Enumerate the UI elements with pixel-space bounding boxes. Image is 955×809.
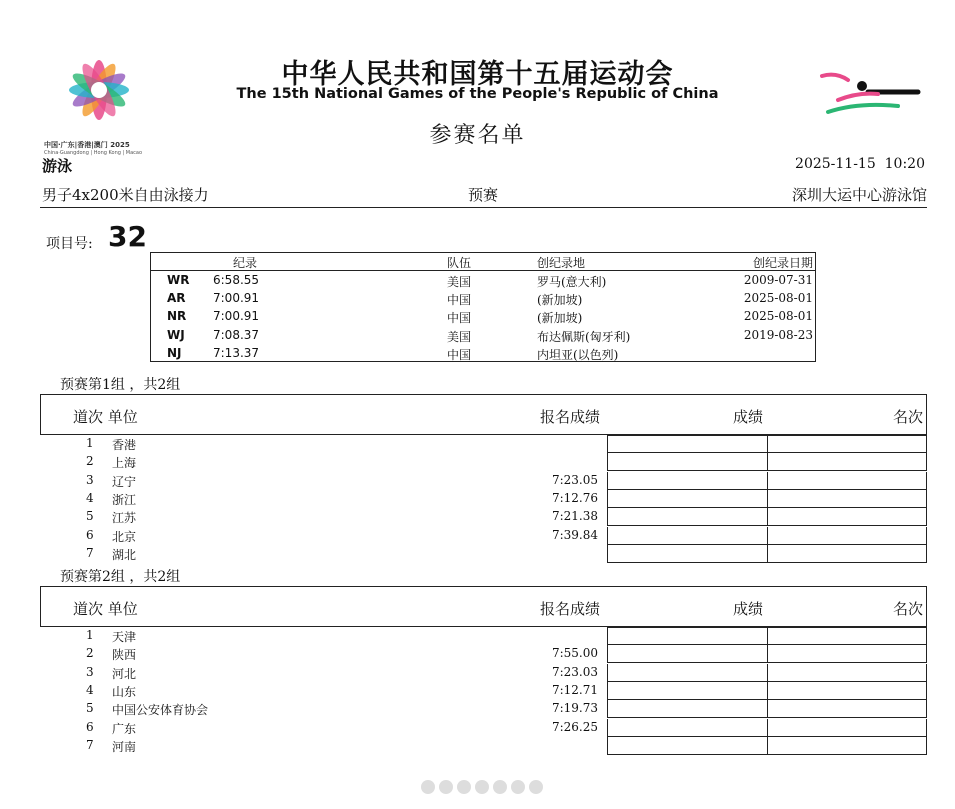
records-col-team: 队伍 (447, 256, 472, 270)
unit-name: 广东 (112, 721, 137, 736)
records-col-place: 创纪录地 (537, 256, 586, 270)
unit-name: 河北 (112, 666, 137, 681)
table-row (0, 664, 955, 682)
cell-divider (767, 436, 768, 452)
lane-number: 7 (86, 737, 94, 752)
record-code: WJ (167, 327, 185, 342)
event-number: 32 (108, 220, 147, 253)
lane-number: 1 (86, 628, 94, 642)
entry-time: 7:55.00 (551, 646, 598, 661)
record-team: 中国 (447, 347, 472, 362)
col-rank: 名次 (892, 408, 923, 426)
cell-divider (767, 628, 768, 644)
cell-divider (767, 472, 768, 489)
lane-number: 7 (86, 545, 94, 560)
col-rank: 名次 (892, 600, 923, 618)
result-rank-cells (607, 664, 927, 682)
record-row (151, 289, 815, 307)
unit-name: 香港 (112, 438, 137, 452)
cell-divider (767, 508, 768, 525)
entry-time: 7:23.03 (551, 664, 598, 679)
print-datetime: 2025-11-15 10:20 (795, 156, 925, 172)
logo-subtagline: China·Guangdong | Hong Kong | Macao (44, 150, 143, 156)
record-code: NR (167, 309, 187, 324)
result-rank-cells (607, 645, 927, 663)
record-date: 2025-08-01 (743, 291, 813, 306)
records-col-record: 纪录 (233, 256, 258, 270)
table-row (0, 682, 955, 700)
heat-label: 预赛第1组 ，共2组 (60, 377, 181, 393)
entry-time: 7:12.76 (551, 490, 598, 505)
result-rank-cells (607, 719, 927, 737)
lane-number: 2 (86, 646, 94, 661)
record-team: 美国 (447, 329, 472, 344)
col-entry-time: 报名成绩 (540, 600, 601, 618)
lane-number: 5 (86, 701, 94, 716)
col-result: 成绩 (733, 600, 764, 618)
heat-label: 预赛第2组 ，共2组 (60, 569, 181, 585)
record-team: 中国 (447, 311, 472, 326)
result-rank-cells (607, 682, 927, 700)
table-row (0, 627, 955, 645)
col-lane-unit: 道次 单位 (73, 600, 138, 618)
cell-divider (767, 490, 768, 507)
record-code: NJ (167, 345, 182, 360)
result-rank-cells (607, 527, 927, 545)
lane-number: 2 (86, 454, 94, 469)
record-code: WR (167, 273, 190, 287)
record-place: (新加坡) (537, 293, 583, 308)
unit-name: 河南 (112, 739, 137, 754)
cell-divider (767, 545, 768, 562)
record-row (151, 307, 815, 325)
table-row (0, 435, 955, 453)
table-row (0, 490, 955, 508)
table-row (0, 719, 955, 737)
table-row (0, 737, 955, 755)
entry-time: 7:19.73 (551, 701, 598, 716)
entry-time: 7:23.05 (551, 472, 598, 487)
record-team: 中国 (447, 293, 472, 308)
venue-name: 深圳大运中心游泳馆 (791, 186, 927, 204)
record-date: 2019-08-23 (743, 327, 813, 342)
records-col-date: 创纪录日期 (752, 256, 813, 270)
heat-column-header (40, 394, 927, 435)
sport-label: 游泳 (42, 157, 73, 175)
record-time: 7:00.91 (213, 309, 260, 324)
lane-number: 3 (86, 472, 94, 487)
lane-number: 6 (86, 527, 94, 542)
result-rank-cells (607, 435, 927, 453)
table-row (0, 700, 955, 718)
lane-number: 5 (86, 509, 94, 524)
col-result: 成绩 (733, 408, 764, 426)
record-row (151, 344, 815, 362)
cell-divider (767, 527, 768, 544)
games-title-en: The 15th National Games of the People's Republic of China (236, 86, 719, 102)
table-row (0, 645, 955, 663)
table-row (0, 453, 955, 471)
entry-time: 7:21.38 (551, 509, 598, 524)
result-rank-cells (607, 545, 927, 563)
cell-divider (767, 700, 768, 717)
lane-number: 4 (86, 682, 94, 697)
unit-name: 陕西 (112, 648, 137, 663)
logo-tagline: 中国·广东|香港|澳门 2025 (44, 141, 130, 149)
record-time: 7:08.37 (213, 327, 260, 342)
record-row (151, 271, 815, 289)
result-rank-cells (607, 700, 927, 718)
games-title-cn: 中华人民共和国第十五届运动会 (281, 59, 674, 90)
col-entry-time: 报名成绩 (540, 408, 601, 426)
records-header (151, 253, 815, 271)
cell-divider (767, 664, 768, 681)
event-name: 男子4x200米自由泳接力 (42, 186, 209, 204)
record-team: 美国 (447, 275, 472, 289)
result-rank-cells (607, 508, 927, 526)
document-title: 参赛名单 (429, 123, 526, 148)
col-lane-unit: 道次 单位 (73, 408, 138, 426)
cell-divider (767, 737, 768, 754)
lane-number: 3 (86, 664, 94, 679)
watermark-dots-icon (418, 776, 548, 798)
lane-number: 6 (86, 719, 94, 734)
table-row (0, 508, 955, 526)
record-place: 内坦亚(以色列) (537, 347, 619, 362)
result-rank-cells (607, 737, 927, 755)
record-date: 2009-07-31 (743, 273, 813, 287)
unit-name: 浙江 (112, 492, 137, 507)
table-row (0, 527, 955, 545)
unit-name: 湖北 (112, 547, 137, 562)
record-place: 罗马(意大利) (537, 275, 607, 289)
unit-name: 江苏 (112, 511, 137, 526)
unit-name: 辽宁 (112, 474, 137, 489)
record-date: 2025-08-01 (743, 309, 813, 324)
record-row (151, 326, 815, 344)
entry-time: 7:39.84 (551, 527, 598, 542)
unit-name: 中国公安体育协会 (112, 703, 209, 718)
entry-time: 7:12.71 (551, 682, 598, 697)
table-row (0, 545, 955, 563)
entry-time: 7:26.25 (551, 719, 598, 734)
heat-column-header (40, 586, 927, 627)
result-rank-cells (607, 472, 927, 490)
unit-name: 上海 (112, 456, 137, 471)
result-rank-cells (607, 627, 927, 645)
cell-divider (767, 453, 768, 470)
cell-divider (767, 645, 768, 662)
record-time: 7:00.91 (213, 291, 260, 306)
records-table (150, 252, 816, 362)
record-time: 6:58.55 (213, 273, 260, 287)
result-rank-cells (607, 490, 927, 508)
table-row (0, 472, 955, 490)
record-place: 布达佩斯(匈牙利) (537, 329, 631, 344)
unit-name: 山东 (112, 684, 137, 699)
lane-number: 4 (86, 490, 94, 505)
header-divider (40, 207, 927, 208)
record-time: 7:13.37 (213, 345, 260, 360)
lane-number: 1 (86, 436, 94, 450)
result-rank-cells (607, 453, 927, 471)
unit-name: 天津 (112, 630, 137, 644)
cell-divider (767, 682, 768, 699)
cell-divider (767, 719, 768, 736)
record-code: AR (167, 291, 186, 306)
event-number-label: 项目号: (46, 236, 93, 252)
round-name: 预赛 (468, 186, 499, 204)
record-place: (新加坡) (537, 311, 583, 326)
unit-name: 北京 (112, 529, 137, 544)
